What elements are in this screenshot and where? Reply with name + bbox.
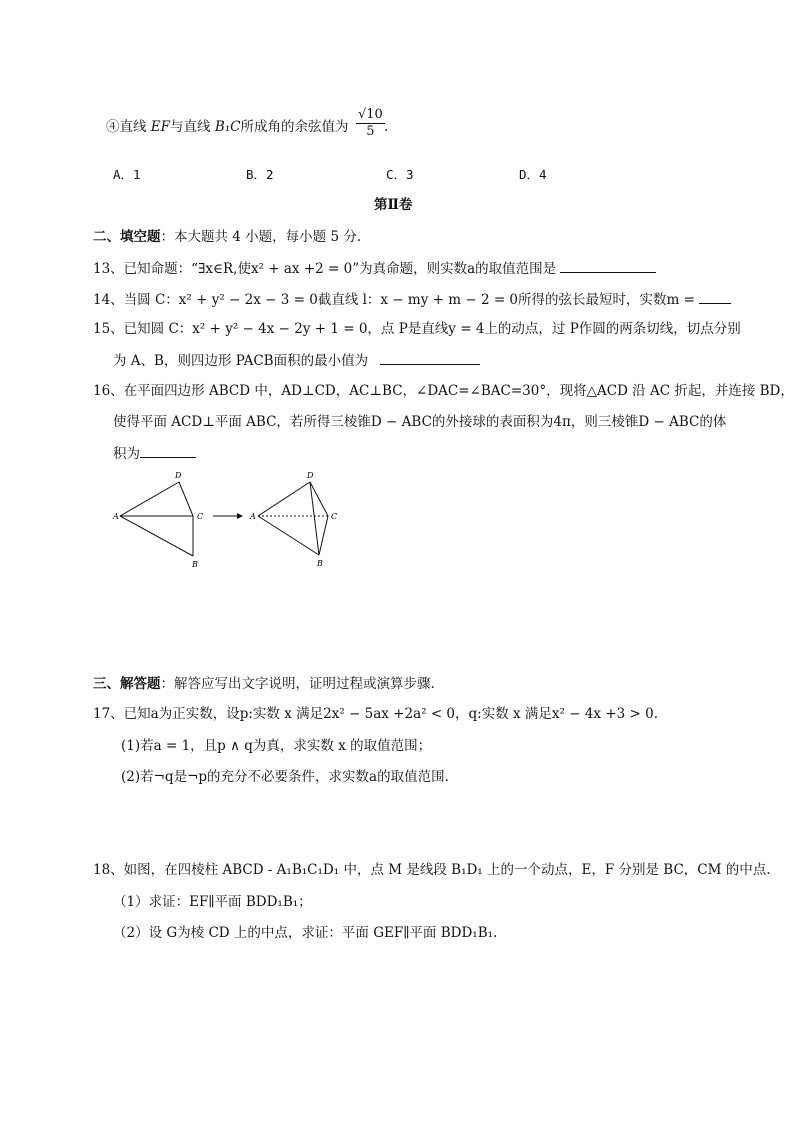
item-4	[106, 117, 349, 137]
answer-blank-14	[699, 289, 731, 304]
question-15-line-2	[113, 350, 480, 371]
left-label-a: A	[113, 512, 119, 521]
option-c: C．3	[386, 167, 414, 182]
item-4-prefix: ④直线	[106, 119, 151, 135]
option-b: B．2	[246, 167, 274, 182]
left-label-d: D	[175, 471, 182, 480]
left-label-b: B	[192, 560, 198, 569]
question-15-line-2-text: 为 A、B，则四边形 PACB面积的最小值为	[113, 353, 369, 369]
section-2-title: 第Ⅱ卷	[374, 197, 413, 213]
question-18-part-2: （2）设 G为棱 CD 上的中点，求证：平面 GEF∥平面 BDD₁B₁.	[113, 925, 498, 941]
question-13	[93, 258, 656, 279]
figure-left-quadrilateral	[112, 471, 203, 569]
answer-blank-16	[140, 443, 196, 458]
question-14-text: 14、当圆 C：x² + y² − 2x − 3 = 0截直线 l：x − my + m − 2 = 0所得的弦长最短时，实数m =	[93, 292, 695, 308]
answer-blank-15	[380, 350, 480, 365]
figure-right-tetrahedron	[249, 471, 337, 568]
left-label-c: C	[197, 512, 204, 521]
question-16-line-3	[113, 443, 196, 464]
question-13-text: 13、已知命题：“∃x∈R,使x² + ax +2 = 0”为真命题，则实数a的取值范围是	[93, 261, 557, 277]
question-16-line-2: 使得平面 ACD⊥平面 ABC，若所得三棱锥D − ABC的外接球的表面积为4π，则三棱锥D − ABC的体	[113, 414, 727, 430]
right-label-a: A	[250, 512, 256, 521]
right-label-c: C	[331, 512, 338, 521]
answer-blank-13	[560, 258, 656, 273]
fill-heading	[93, 227, 361, 247]
line-ef-label: EF	[150, 119, 171, 135]
fill-heading-text: ：本大题共 4 小题，每小题 5 分.	[160, 229, 362, 245]
line-b1c-label: B₁C	[214, 119, 241, 135]
fill-heading-label: 二、填空题	[93, 229, 161, 245]
question-18-part-1: （1）求证：EF∥平面 BDD₁B₁；	[113, 894, 312, 910]
solve-heading-label: 三、解答题	[93, 676, 161, 692]
solve-heading	[93, 674, 435, 694]
item-4-end: .	[384, 119, 389, 135]
question-16-line-1: 16、在平面四边形 ABCD 中，AD⊥CD，AC⊥BC，∠DAC=∠BAC=30°，现将△ACD 沿 AC 折起，并连接 BD，	[93, 383, 794, 399]
item-4-suffix: 所成角的余弦值为	[240, 119, 349, 135]
question-18-line-1: 18、如图，在四棱柱 ABCD - A₁B₁C₁D₁ 中，点 M 是线段 B₁D₁ 上的一个动点，E，F 分别是 BC，CM 的中点.	[93, 862, 771, 878]
question-17-part-1: (1)若a = 1，且p ∧ q为真，求实数 x 的取值范围；	[121, 738, 432, 754]
question-16-line-3-text: 积为	[113, 446, 140, 462]
fraction-denominator: 5	[366, 124, 375, 139]
option-d: D．4	[519, 167, 547, 182]
question-15-line-1: 15、已知圆 C：x² + y² − 4x − 2y + 1 = 0，点 P是直线y = 4上的动点，过 P作圆的两条切线，切点分别	[93, 321, 741, 337]
question-17-part-2: (2)若¬q是¬p的充分不必要条件，求实数a的取值范围.	[121, 769, 449, 785]
fraction-numerator: √10	[358, 107, 383, 122]
cosine-fraction	[353, 107, 388, 140]
right-label-b: B	[317, 559, 323, 568]
solve-heading-text: ：解答应写出文字说明，证明过程或演算步骤.	[160, 676, 435, 692]
option-a: A．1	[113, 167, 141, 182]
right-label-d: D	[307, 471, 314, 480]
question-17-line-1: 17、已知a为正实数，设p:实数 x 满足2x² − 5ax +2a² < 0，q:实数 x 满足x² − 4x +3 > 0.	[93, 706, 658, 722]
item-4-mid: 与直线	[170, 119, 215, 135]
fold-arrow-icon	[213, 513, 243, 519]
question-14	[93, 289, 731, 310]
folding-figure	[105, 468, 355, 576]
